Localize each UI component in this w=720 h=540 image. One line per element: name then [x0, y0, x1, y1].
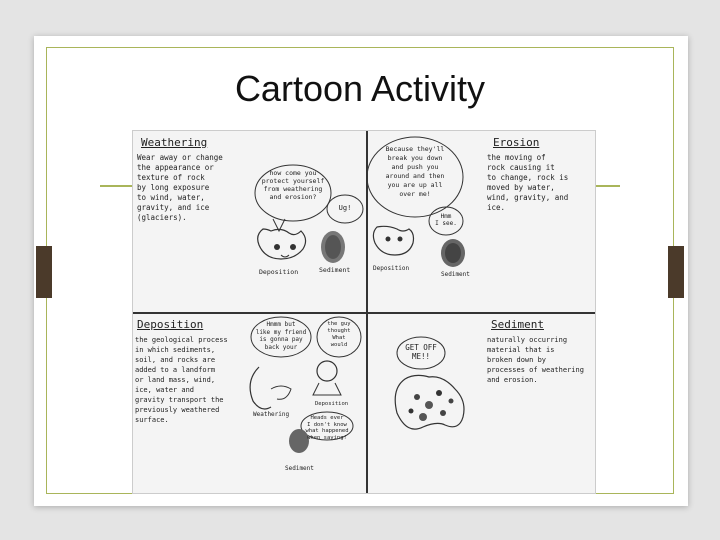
weathering-definition: Wear away or change the appearance or texture of rock by long exposure to wind, water, gravity, and ice (glaciers). [137, 153, 223, 222]
accent-line-left [100, 185, 134, 187]
deposition-bubble-bottom: Heads ever I don't know what happened when saying! [305, 415, 349, 441]
accent-line-right [594, 185, 620, 187]
deposition-heading: Deposition [137, 318, 204, 331]
sediment-definition: naturally occurring material that is broken down by processes of weathering and erosion. [487, 336, 584, 384]
cartoon-image [132, 130, 596, 494]
deposition-label-middle: Deposition [315, 401, 349, 407]
erosion-label-left: Deposition [373, 265, 410, 272]
weathering-bubble-right: Ug! [338, 204, 352, 212]
weathering-bubble-left: how come you protect yourself from weathering and erosion? [261, 169, 325, 201]
deposition-label-left: Weathering [253, 411, 290, 418]
deposition-bubble-left: Hmmm but like my friend is gonna pay back your [255, 321, 307, 351]
side-tab-left [36, 246, 52, 298]
erosion-bubble-right: Hmm I see. [435, 213, 457, 227]
sediment-bubble: GET OFF ME!! [405, 343, 437, 361]
slide-title: Cartoon Activity [234, 68, 486, 109]
side-tab-right [668, 246, 684, 298]
deposition-label-bottom: Sediment [285, 465, 314, 472]
erosion-label-right: Sediment [441, 271, 470, 278]
erosion-heading: Erosion [493, 136, 540, 149]
weathering-heading: Weathering [141, 136, 208, 149]
panel-divider-horizontal [133, 312, 595, 314]
deposition-definition: the geological process in which sediments, soil, and rocks are added to a landform or land mass, wind, ice, water and gravity transport the previously weathered surface. [135, 336, 228, 424]
weathering-label-left: Deposition [259, 268, 299, 276]
erosion-definition: the moving of rock causing it to change, rock is moved by water, wind, gravity, and ice. [487, 153, 569, 212]
erosion-bubble-left: Because they'll break you down and push you around and then you are up all over me! [385, 145, 445, 198]
deposition-bubble-right: the guy thought What would [327, 321, 351, 348]
weathering-label-right: Sediment [319, 266, 351, 274]
sediment-heading: Sediment [491, 318, 544, 331]
